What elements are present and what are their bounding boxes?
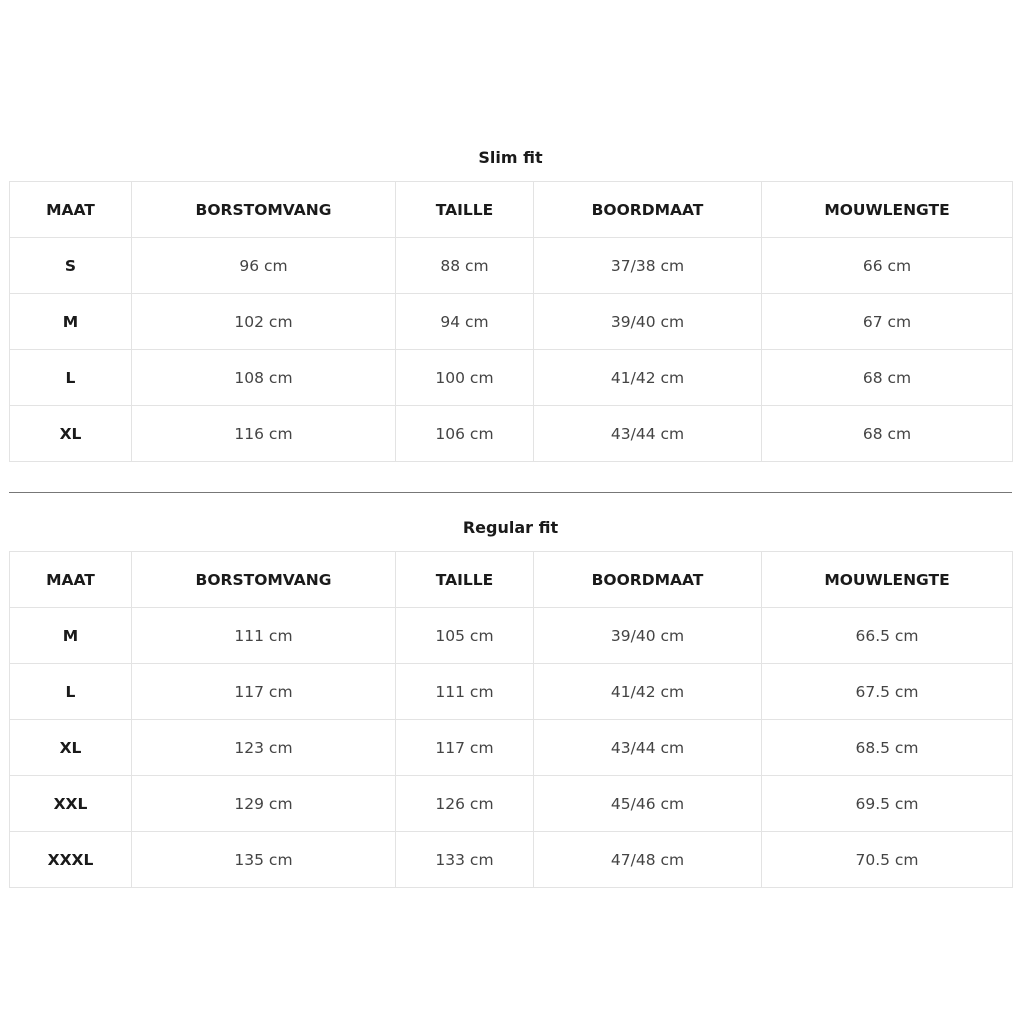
borstomvang-cell: 96 cm [132,238,396,294]
table-row [10,608,1013,664]
table-row [10,350,1013,406]
mouwlengte-cell: 67.5 cm [762,664,1013,720]
mouwlengte-cell: 67 cm [762,294,1013,350]
boordmaat-cell: 43/44 cm [534,720,762,776]
taille-cell: 100 cm [396,350,534,406]
size-cell: M [10,294,132,350]
mouwlengte-cell: 66 cm [762,238,1013,294]
header-mouwlengte: MOUWLENGTE [762,182,1013,238]
taille-cell: 94 cm [396,294,534,350]
taille-cell: 105 cm [396,608,534,664]
boordmaat-cell: 45/46 cm [534,776,762,832]
boordmaat-cell: 47/48 cm [534,832,762,888]
table-row [10,664,1013,720]
table-header-row [10,552,1013,608]
table-row [10,776,1013,832]
boordmaat-cell: 41/42 cm [534,350,762,406]
slim-fit-title: Slim fit [478,148,543,167]
borstomvang-cell: 117 cm [132,664,396,720]
regular-fit-title: Regular fit [462,518,559,537]
header-mouwlengte: MOUWLENGTE [762,552,1013,608]
borstomvang-cell: 123 cm [132,720,396,776]
mouwlengte-cell: 69.5 cm [762,776,1013,832]
size-cell: XXXL [10,832,132,888]
header-taille: TAILLE [396,182,534,238]
table-row [10,294,1013,350]
size-cell: S [10,238,132,294]
size-cell: XL [10,406,132,462]
header-borstomvang: BORSTOMVANG [132,182,396,238]
size-cell: XL [10,720,132,776]
mouwlengte-cell: 68 cm [762,406,1013,462]
mouwlengte-cell: 68 cm [762,350,1013,406]
size-cell: M [10,608,132,664]
taille-cell: 126 cm [396,776,534,832]
size-cell: L [10,350,132,406]
table-row [10,720,1013,776]
boordmaat-cell: 41/42 cm [534,664,762,720]
header-maat: MAAT [10,182,132,238]
taille-cell: 111 cm [396,664,534,720]
taille-cell: 106 cm [396,406,534,462]
size-cell: L [10,664,132,720]
boordmaat-cell: 37/38 cm [534,238,762,294]
taille-cell: 133 cm [396,832,534,888]
borstomvang-cell: 129 cm [132,776,396,832]
size-cell: XXL [10,776,132,832]
taille-cell: 117 cm [396,720,534,776]
table-row [10,832,1013,888]
borstomvang-cell: 102 cm [132,294,396,350]
boordmaat-cell: 39/40 cm [534,608,762,664]
mouwlengte-cell: 68.5 cm [762,720,1013,776]
header-boordmaat: BOORDMAAT [534,552,762,608]
header-boordmaat: BOORDMAAT [534,182,762,238]
boordmaat-cell: 43/44 cm [534,406,762,462]
taille-cell: 88 cm [396,238,534,294]
section-divider [9,492,1012,493]
boordmaat-cell: 39/40 cm [534,294,762,350]
mouwlengte-cell: 70.5 cm [762,832,1013,888]
header-maat: MAAT [10,552,132,608]
borstomvang-cell: 111 cm [132,608,396,664]
table-row [10,238,1013,294]
regular-fit-table [9,551,1013,888]
header-borstomvang: BORSTOMVANG [132,552,396,608]
borstomvang-cell: 108 cm [132,350,396,406]
table-header-row [10,182,1013,238]
slim-fit-table [9,181,1013,462]
borstomvang-cell: 135 cm [132,832,396,888]
table-row [10,406,1013,462]
borstomvang-cell: 116 cm [132,406,396,462]
slim-fit-section [9,145,1012,462]
mouwlengte-cell: 66.5 cm [762,608,1013,664]
regular-fit-section [9,515,1012,888]
header-taille: TAILLE [396,552,534,608]
